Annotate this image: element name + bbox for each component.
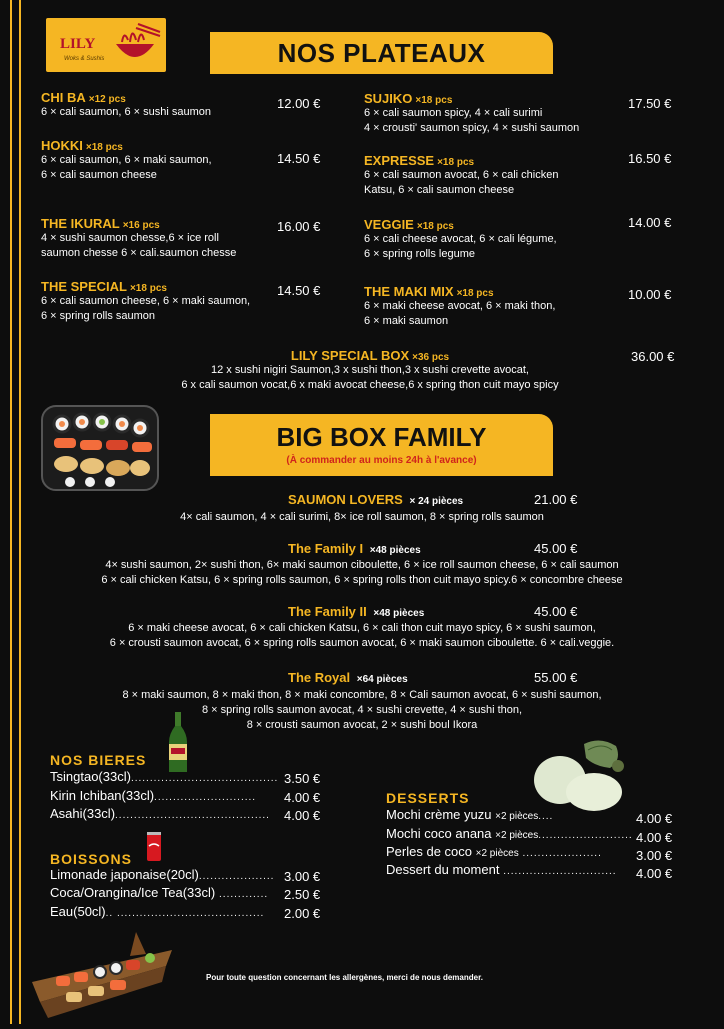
item-name: Perles de coco: [386, 844, 472, 859]
item-count: ×64 pièces: [356, 674, 408, 685]
item-description: 6 × cali saumon, 6 × maki saumon,: [41, 154, 212, 166]
item-description: 6 × maki saumon: [364, 315, 449, 327]
item-description: 6 × cali saumon cheese: [41, 169, 157, 181]
bigbox-item-title: [288, 670, 408, 685]
item-count: ×16 pcs: [122, 220, 160, 231]
menu-item: Mochi crème yuzu ×2 pièces....: [386, 807, 554, 822]
item-name: THE MAKI MIX: [364, 284, 454, 299]
item-description: Katsu, 6 × cali saumon cheese: [364, 184, 515, 196]
item-name: Mochi crème yuzu: [386, 807, 492, 822]
item-count: ×18 pcs: [416, 221, 454, 232]
item-count: ×18 pcs: [85, 142, 123, 153]
bigbox-subtitle: (À commander au moins 24h à l'avance): [286, 455, 477, 466]
item-name: The Family I: [288, 541, 364, 556]
item-price: 4.00 €: [636, 811, 673, 826]
item-count: ×2 pièces: [495, 830, 539, 841]
item-description: 6 × cali chicken Katsu, 6 × spring rolls saumon, 6 × spring rolls thon cuit mayo spicy.6 × concombre cheese: [101, 574, 623, 586]
item-description: 4× sushi saumon, 2× sushi thon, 6× maki saumon ciboulette, 6 × ice roll saumon cheese, 6 × cali saumon: [105, 559, 619, 571]
item-price: 3.00 €: [636, 848, 673, 863]
beer-bottle-image: [166, 712, 190, 774]
item-price: 36.00 €: [631, 349, 675, 364]
menu-item: Eau(50cl).. .......................................: [50, 904, 265, 919]
menu-item: [41, 279, 250, 324]
item-description: saumon chesse 6 × cali.saumon chesse: [41, 247, 237, 259]
item-name: Eau(50cl): [50, 904, 106, 919]
desserts-title: DESSERTS: [386, 790, 470, 806]
item-description: 6 x cali saumon vocat,6 x maki avocat cheese,6 x spring thon cuit mayo spicy: [181, 379, 559, 391]
item-description: 8 × maki saumon, 8 × maki thon, 8 × maki concombre, 8 × Cali saumon avocat, 6 × sushi saumon,: [122, 689, 602, 701]
item-count: ×2 pièces: [475, 848, 519, 859]
item-name: THE SPECIAL: [41, 279, 127, 294]
item-price: 4.00 €: [636, 866, 673, 881]
menu-item: Perles de coco ×2 pièces .....................: [386, 844, 602, 859]
menu-item: [364, 217, 557, 262]
item-price: 2.00 €: [284, 906, 321, 921]
item-name: Asahi(33cl): [50, 806, 116, 821]
logo-name: LILY: [60, 36, 96, 52]
item-name: Coca/Orangina/Ice Tea(33cl): [50, 885, 216, 900]
menu-item: [41, 90, 211, 120]
item-price: 45.00 €: [534, 604, 578, 619]
item-price: 16.00 €: [277, 219, 321, 234]
soda-can-image: [146, 830, 162, 862]
bigbox-item-title: [288, 604, 424, 619]
menu-item: [364, 284, 555, 329]
item-count: ×18 pcs: [456, 288, 494, 299]
item-description: 8 × crousti saumon avocat, 2 × sushi boul Ikora: [246, 719, 478, 731]
item-price: 14.50 €: [277, 283, 321, 298]
sushi-platter-image: [40, 402, 160, 494]
item-price: 17.50 €: [628, 96, 672, 111]
menu-item: Limonade japonaise(20cl)....................: [50, 867, 275, 882]
bigbox-item-title: [288, 541, 421, 556]
item-price: 45.00 €: [534, 541, 578, 556]
special-box-item: [140, 348, 600, 393]
boissons-title: BOISSONS: [50, 851, 132, 867]
item-description: 6 × spring rolls saumon: [41, 310, 156, 322]
item-description: 4 × sushi saumon chesse,6 × ice roll: [41, 232, 219, 244]
item-count: ×48 pièces: [373, 608, 425, 619]
noodle-bowl-icon: [108, 22, 162, 68]
item-count: ×18 pcs: [129, 283, 167, 294]
item-description: 6 × cali cheese avocat, 6 × cali légume,: [364, 233, 557, 245]
logo-tagline: Woks & Sushis: [64, 56, 105, 62]
item-description: 6 × cali saumon spicy, 4 × cali surimi: [364, 107, 543, 119]
bigbox-item-title: [288, 492, 463, 507]
menu-item: [41, 138, 212, 183]
restaurant-logo: [46, 18, 166, 72]
item-price: 2.50 €: [284, 887, 321, 902]
item-price: 21.00 €: [534, 492, 578, 507]
bieres-title: NOS BIERES: [50, 752, 147, 768]
item-description: 8 × spring rolls saumon avocat, 4 × sushi crevette, 4 × sushi thon,: [201, 704, 523, 716]
item-description: 4× cali saumon, 4 × cali surimi, 8× ice roll saumon, 8 × spring rolls saumon: [180, 511, 544, 523]
item-count: × 24 pièces: [409, 496, 464, 507]
item-count: ×48 pièces: [369, 545, 421, 556]
item-name: Mochi coco anana: [386, 826, 492, 841]
menu-item: Kirin Ichiban(33cl)...........................: [50, 788, 257, 803]
item-description: 6 × cali saumon avocat, 6 × cali chicken: [364, 169, 559, 181]
item-price: 55.00 €: [534, 670, 578, 685]
item-name: Dessert du moment: [386, 862, 500, 877]
plateaux-title: NOS PLATEAUX: [277, 38, 486, 68]
menu-item: Tsingtao(33cl).......................................: [50, 769, 279, 784]
menu-item: Coca/Orangina/Ice Tea(33cl) .............: [50, 885, 269, 900]
item-description: 4 × crousti' saumon spicy, 4 × sushi saumon: [364, 122, 580, 134]
menu-item: [364, 91, 579, 136]
item-price: 4.00 €: [284, 808, 321, 823]
menu-item: Dessert du moment ..............................: [386, 862, 617, 877]
menu-item: [364, 153, 558, 198]
item-count: ×36 pcs: [412, 352, 450, 363]
item-count: ×2 pièces: [495, 811, 539, 822]
mochi-image: [532, 736, 628, 812]
item-name: SAUMON LOVERS: [288, 492, 403, 507]
item-price: 16.50 €: [628, 151, 672, 166]
item-name: LILY SPECIAL BOX: [290, 348, 410, 363]
item-price: 14.50 €: [277, 151, 321, 166]
item-description: 12 x sushi nigiri Saumon,3 x sushi thon,3 x sushi crevette avocat,: [211, 364, 529, 376]
item-description: 6 × maki cheese avocat, 6 × maki thon,: [364, 300, 556, 312]
item-description: 6 × cali saumon cheese, 6 × maki saumon,: [41, 295, 251, 307]
item-name: Limonade japonaise(20cl): [50, 867, 199, 882]
bigbox-banner: [210, 414, 553, 476]
item-name: THE IKURAL: [41, 216, 120, 231]
allergen-notice: Pour toute question concernant les allergènes, merci de nous demander.: [206, 973, 483, 982]
item-description: 6 × spring rolls legume: [364, 248, 475, 260]
menu-item: Asahi(33cl).........................................: [50, 806, 270, 821]
item-name: The Family II: [288, 604, 367, 619]
item-price: 14.00 €: [628, 215, 672, 230]
item-name: CHI BA: [41, 90, 86, 105]
bigbox-title: BIG BOX FAMILY: [276, 422, 487, 452]
item-name: Kirin Ichiban(33cl): [50, 788, 155, 803]
item-name: EXPRESSE: [364, 153, 435, 168]
item-description: 6 × maki cheese avocat, 6 × cali chicken Katsu, 6 × cali thon cuit mayo spicy, 6 × sushi saumon,: [128, 622, 596, 634]
item-name: The Royal: [288, 670, 351, 685]
plateaux-banner: [210, 32, 553, 74]
menu-item: Mochi coco anana ×2 pièces.........................: [386, 826, 633, 841]
item-price: 10.00 €: [628, 287, 672, 302]
item-description: 6 × cali saumon, 6 × sushi saumon: [41, 106, 211, 118]
item-price: 4.00 €: [636, 830, 673, 845]
item-description: 6 × crousti saumon avocat, 6 × spring rolls saumon avocat, 6 × maki saumon ciboulette. 6 × cali.veggie.: [109, 637, 615, 649]
border-line-outer: [10, 0, 12, 1024]
item-count: ×12 pcs: [88, 94, 126, 105]
item-name: SUJIKO: [364, 91, 413, 106]
menu-item: [41, 216, 236, 261]
item-price: 12.00 €: [277, 96, 321, 111]
item-name: VEGGIE: [364, 217, 414, 232]
item-count: ×18 pcs: [415, 95, 453, 106]
item-price: 3.00 €: [284, 869, 321, 884]
item-name: HOKKI: [41, 138, 83, 153]
border-line-inner: [19, 0, 21, 1024]
item-price: 3.50 €: [284, 771, 321, 786]
item-count: ×18 pcs: [437, 157, 475, 168]
sushi-boat-image: [26, 930, 176, 1024]
item-price: 4.00 €: [284, 790, 321, 805]
item-name: Tsingtao(33cl): [50, 769, 131, 784]
